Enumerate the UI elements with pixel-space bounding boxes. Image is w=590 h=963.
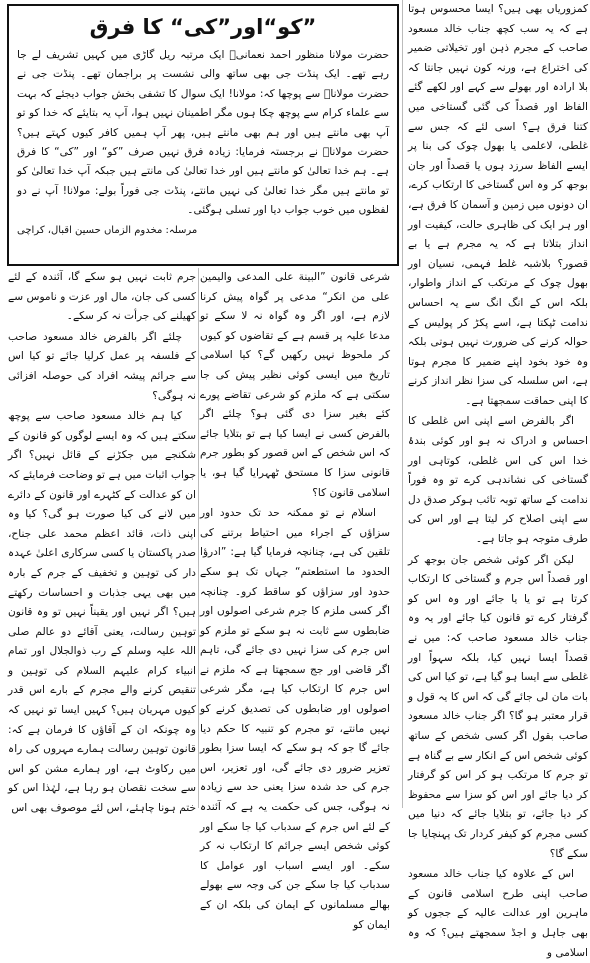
boxed-story-paragraph: حضرت مولانا منظور احمد نعمانیؒ ایک مرتبہ ریل گاڑی میں کہیں تشریف لے جا رہے تھے۔ ایک پنڈت جی بھی ساتھ والی نشست پر براجمان تھے۔ پنڈت جی نے حضرت مولاناؒ سے پوچھا کہ: مولانا! ایک سوال کا تشفی بخش جواب دیجئے کہ بہت سے علماء کرام سے پوچھ چکا ہوں مگر اطمینان نہیں ہوا، آپ یہ بتایئے کہ خدا کو تو آپ بھی مانتے ہیں اور ہم بھی مانتے ہیں، پھر آپ ہمیں کافر کیوں کہتے ہیں؟ حضرت مولاناؒ نے برجستہ فرمایا: زیادہ فرق نہیں صرف ”کو“ اور ”کی“ کا فرق ہے۔ ہم خدا تعالیٰ کو مانتے ہیں اور خدا تعالیٰ کی مانتے ہیں جبکہ آپ خدا تعالیٰ کو تو مانتے ہیں مگر خدا تعالیٰ کی نہیں مانتے، پنڈت جی فوراً بولے: مولانا! آپ نے دو لفظوں میں خوب جواب دیا اور تسلی ہوگئی۔ <box>17 49 389 217</box>
left-column <box>8 268 196 815</box>
left-para-1: جرم ثابت نہیں ہو سکے گا، آئندہ کے لئے کسی کی جان، مال اور عزت و ناموس سے کھیلنے کی جرأت نہ کر سکے۔ <box>8 271 196 323</box>
right-para-3: لیکن اگر کوئی شخص جان بوجھ کر اور قصداً اس جرم و گستاخی کا ارتکاب کرتا ہے تو یا یا جائے اور وہ اس کو گرفتار کرے تو قانون کیا جائے اور یہ وہ جناب خالد مسعود صاحب کہ: میں نے قصداً ایسا نہیں کیا، بلکہ سہواً اور غلطی سے ایسا ہو گیا ہے، تو کیا اس کی بات مان لی جائے گی کہ اس کا یہ قول و قرار معتبر ہو گا؟ اگر جناب خالد مسعود صاحب بقول اگر کسی شخص کے ساتھ کوئی شخص اس کے انکار سے بے گناہ ہے تو جرم کا مرتکب ہو کر اس کو گرفتار کر دیا جائے اور اس کو سزا سے محفوظ کر دیا جائے، تو بتلایا جائے کہ دنیا میں کسی مجرم کو کیفر کردار تک پہنچایا جا سکے گا؟ <box>408 553 588 860</box>
middle-para-2: اسلام نے تو ممکنہ حد تک حدود اور سزاؤں کے اجراء میں احتیاط برتنے کی تلقین کی ہے، چنانچہ فرمایا گیا ہے: ”ادرؤا الحدود ما استطعتم“ جہاں تک ہو سکے حدود اور سزاؤں کو ساقط کرو۔ چنانچہ اگر کسی ملزم کا جرم شرعی اصولوں اور ضابطوں سے ثابت نہ ہو سکے تو ملزم کو اس جرم کی سزا نہیں دی جائے گی، تاہم اگر قاضی اور جج سمجھتا ہے کہ ملزم نے اس جرم کا ارتکاب کیا ہے، مگر شرعی اصولوں اور ضابطوں کی تصدیق کرنے کو نہیں مانتے، تو مجرم کو تنبیہ کا حکم دیا جائے گا جو کہ ہو سکے کہ ایسا سزا بطور تعزیر ضرور دی جائے گی، اور تعزیر، اس جرم کی حد شدہ سزا یعنی حد سے زیادہ نہ ہوگی، جس کی حکمت یہ ہے کہ آئندہ کے لئے اس جرم کے سدباب کیا جا سکے اور کوئی شخص ایسے جرائم کا ارتکاب نہ کر سکے۔ اور ایسے اسباب اور عوامل کا سدباب کیا جا سکے جن کی وجہ سے بھولے بھالے مسلمانوں کے ایمان کی بلکہ ان کے ایمان کو <box>200 507 390 931</box>
middle-para-1: شرعی قانون ”البینة علی المدعی والیمین علی من انکر“ مدعی پر گواہ پیش کرنا لازم ہے، اور اگر وہ گواہ نہ لا سکے تو مدعا علیہ پر قسم ہے کے تقاضوں کو کیوں کر ملحوظ نہیں رکھیں گے؟ کیا اسلامی تاریخ میں ایسی کوئی نظیر پیش کی جا سکتی ہے کہ ملزم کو شرعی تقاضے پورے کئے بغیر سزا دی گئی ہو؟ چلئے اگر بالفرض کسی نے ایسا کیا ہے تو بتلایا جائے کہ اس شخص کے اس قصور کو بطور جرم قانونی سزا کا مستحق ٹھہرایا گیا ہو، یا اسلامی قانون کا؟ <box>200 271 390 499</box>
right-para-4: اس کے علاوہ کیا جناب خالد مسعود صاحب اپنی طرح اسلامی قانون کے ماہرین اور عدالت عالیہ کے ججوں کو بھی جاہل و اجڈ سمجھتے ہیں؟ کہ وہ اسلامی و <box>408 868 588 959</box>
boxed-story-sender: مرسلہ: مخدوم الزماں حسین اقبال، کراچی <box>17 224 198 236</box>
column-divider-left <box>198 268 199 808</box>
boxed-story-body <box>17 46 389 221</box>
middle-column <box>200 268 390 931</box>
left-para-2: چلئے اگر بالفرض خالد مسعود صاحب کے فلسفہ پر عمل کرلیا جائے تو کیا اس سے جرائم پیشہ افراد کی حوصلہ افزائی نہ ہوگی؟ <box>8 330 196 402</box>
right-para-1: کمزوریاں بھی ہیں؟ ایسا محسوس ہوتا ہے کہ یہ سب کچھ جناب خالد مسعود صاحب کے مجرم ذہن اور تخیلاتی ضمیر کی اختراع ہے، ورنہ کون نہیں جانتا کہ بلا ارادہ اور بھولے سے کہے اور لکھے گئے الفاظ اور قصداً کی گئی گستاخی میں کتنا فرق ہے؟ اسی لئے کہ جس سے غلطی، لاعلمی یا بھول چوک کی بنا پر ایسے الفاظ سرزد ہوں یا قصداً اور جان بوجھ کر وہ اس گستاخی کا ارتکاب کرے، ان دونوں میں زمین و آسمان کا فرق ہے، اور ہر ایک کی ظاہری حالت، کیفیت اور انداز بتلاتا ہے کہ یہ مجرم ہے یا بے قصور؟ بلاشبہ غلط فہمی، نسیان اور بھول چوک کے مرتکب کے انداز واطوار، بلکہ اس کے انگ انگ سے یہ احساس ندامت ٹپکتا ہے، اسے پکڑ کر پولیس کے حوالہ کرنے کی ضرورت نہیں ہوتی بلکہ وہ خود بخود اپنے ضمیر کا مجرم ہوتا ہے، اس سلسلہ کی سزا نظر انداز کرنے کا اپنی حماقت سمجھتا ہے۔ <box>408 3 588 407</box>
boxed-story-title: ”کو“اور”کی“ کا فرق <box>89 15 317 39</box>
right-para-2: اگر بالفرض اسے اپنی اس غلطی کا احساس و ادراک نہ ہو اور کوئی بندۂ خدا اس کی اس غلطی، کوتاہی اور گستاخی کی نشاندہی کرے تو وہ فوراً ندامت کے ساتھ توبہ تائب ہوکر صدق دل سے اپنی اصلاح کر لیتا ہے اور اس کی طرف متوجہ ہو جاتا ہے۔ <box>408 415 588 546</box>
left-para-3: کیا ہم خالد مسعود صاحب سے پوچھ سکتے ہیں کہ وہ ایسے لوگوں کو قانون کے شکنجے میں جکڑنے کے قائل نہیں؟ اگر جواب اثبات میں ہے تو وضاحت فرمایئے کہ ان کو عدالت کے کٹہرے اور قانون کے دائرے میں لانے کی کیا صورت ہو گی؟ کیا وہ اپنی ذات، قائد اعظم محمد علی جناح، صدر پاکستان یا کسی سرکاری اعلیٰ عہدہ دار کی توہین و تخفیف کے جرم کے بارہ میں بھی یہی جذبات و احساسات رکھتے ہیں؟ اگر نہیں اور یقیناً نہیں تو وہ قانون توہین رسالت، یعنی آقائے دو عالم صلی اللہ علیہ وسلم کے رب ذوالجلال اور تمام انبیاء کرام علیہم السلام کی توہین و تنقیص کرنے والے مجرم کے بارے اس قدر کیوں مہربان ہیں؟ کہیں ایسا تو نہیں کہ وہ چونکہ ان کے آقاؤں کا فرمان ہے کہ: قانون توہین رسالت ہمارے مہروں کی راہ میں رکاوٹ ہے، اور ہمارے مشن کو اس سے سخت نقصان ہو رہا ہے، لہٰذا اس کو ختم ہونا چاہئے، اس لئے موصوف بھی اس <box>8 410 196 815</box>
boxed-story <box>7 4 399 266</box>
column-divider-right <box>402 0 403 808</box>
right-column <box>408 0 588 959</box>
